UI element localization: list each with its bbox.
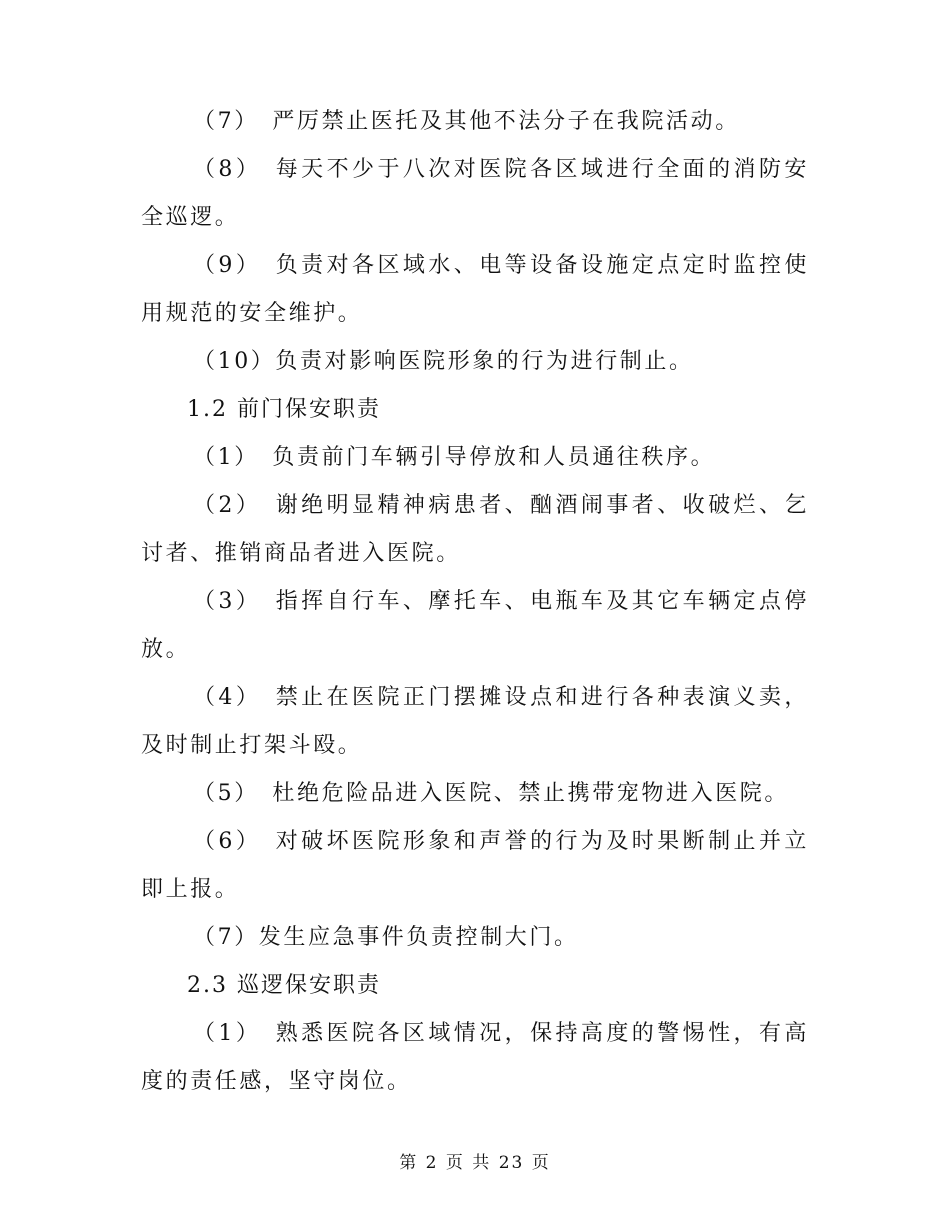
page-footer: 第 2 页 共 23 页 xyxy=(399,1153,551,1173)
paragraph-item-8: （8） 每天不少于八次对医院各区域进行全面的消防安全巡逻。 xyxy=(141,157,809,230)
paragraph-item-3: （3） 指挥自行车、摩托车、电瓶车及其它车辆定点停放。 xyxy=(141,589,809,662)
paragraph-item-1: （1） 负责前门车辆引导停放和人员通往秩序。 xyxy=(193,445,716,470)
paragraph-item-6: （6） 对破坏医院形象和声誉的行为及时果断制止并立即上报。 xyxy=(141,829,809,902)
paragraph-item-10: （10）负责对影响医院形象的行为进行制止。 xyxy=(193,349,694,374)
section-heading-front-gate: 1.2 前门保安职责 xyxy=(187,397,381,422)
paragraph-item-7b: （7）发生应急事件负责控制大门。 xyxy=(193,925,579,950)
document-body xyxy=(141,98,809,1106)
paragraph-item-9: （9） 负责对各区域水、电等设备设施定点定时监控使用规范的安全维护。 xyxy=(141,253,809,326)
section-heading-patrol: 2.3 巡逻保安职责 xyxy=(187,973,381,998)
paragraph-item-7: （7） 严厉禁止医托及其他不法分子在我院活动。 xyxy=(193,109,740,134)
paragraph-item-4: （4） 禁止在医院正门摆摊设点和进行各种表演义卖，及时制止打架斗殴。 xyxy=(141,685,809,758)
paragraph-item-1b: （1） 熟悉医院各区域情况，保持高度的警惕性，有高度的责任感，坚守岗位。 xyxy=(141,1021,809,1094)
paragraph-item-5: （5） 杜绝危险品进入医院、禁止携带宠物进入医院。 xyxy=(193,781,789,806)
paragraph-item-2: （2） 谢绝明显精神病患者、酗酒闹事者、收破烂、乞讨者、推销商品者进入医院。 xyxy=(141,493,809,566)
